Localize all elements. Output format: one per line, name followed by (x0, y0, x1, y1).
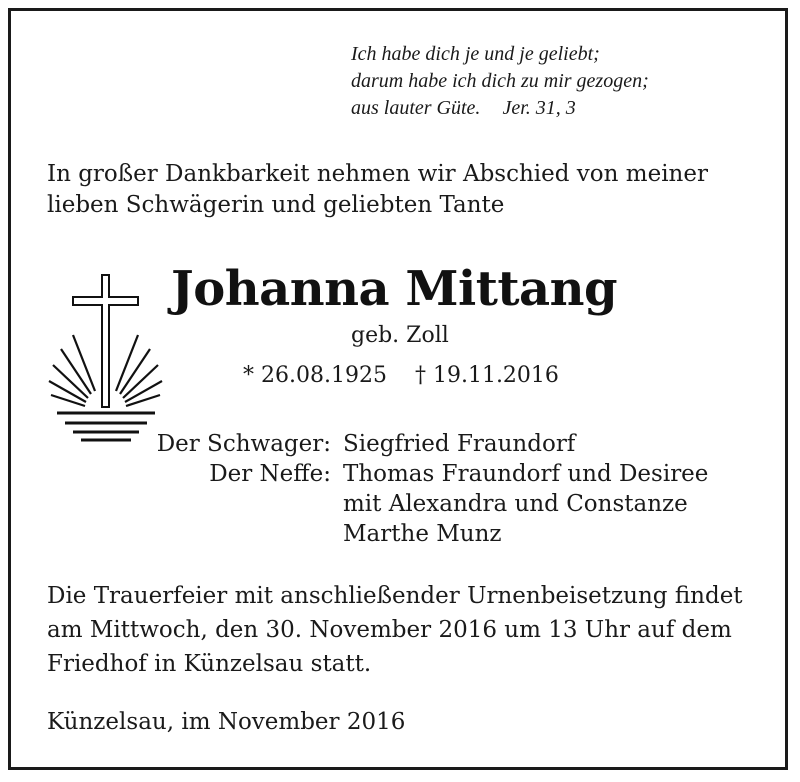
mourner-name: Siegfried Fraundorf (343, 431, 576, 457)
mourner-role: Der Schwager: (156, 431, 331, 457)
obituary-frame (8, 8, 788, 770)
mourners-list (47, 429, 767, 549)
mourner-name: mit Alexandra und Constanze (343, 491, 688, 517)
notice-line: am Mittwoch, den 30. November 2016 um 13 Uhr auf dem (47, 617, 732, 643)
death-date: † 19.11.2016 (414, 363, 559, 388)
funeral-notice (47, 579, 777, 681)
mourner-names (343, 429, 767, 459)
bible-verse (351, 41, 771, 122)
intro-line: lieben Schwägerin und geliebten Tante (47, 192, 505, 218)
mourner-row (47, 429, 767, 459)
intro-text (47, 159, 767, 221)
mourner-names (343, 459, 767, 549)
birth-name: geb. Zoll (351, 323, 449, 348)
mourner-row (47, 459, 767, 549)
life-dates (243, 361, 559, 391)
signoff: Künzelsau, im November 2016 (47, 709, 406, 735)
verse-line-last (351, 95, 771, 122)
notice-line: Friedhof in Künzelsau statt. (47, 651, 372, 677)
verse-line-text: aus lauter Güte. (351, 97, 481, 119)
cross-sunrise-icon (41, 273, 171, 443)
deceased-name: Johanna Mittang (171, 261, 618, 317)
verse-reference: Jer. 31, 3 (502, 97, 576, 119)
birth-date: * 26.08.1925 (243, 363, 387, 388)
mourner-name: Thomas Fraundorf und Desiree (343, 461, 709, 487)
notice-line: Die Trauerfeier mit anschließender Urnenbeisetzung findet (47, 583, 743, 609)
mourner-name: Marthe Munz (343, 521, 502, 547)
verse-line: darum habe ich dich zu mir gezogen; (351, 70, 649, 92)
mourner-role: Der Neffe: (209, 461, 331, 487)
intro-line: In großer Dankbarkeit nehmen wir Abschied von meiner (47, 161, 708, 187)
verse-line: Ich habe dich je und je geliebt; (351, 43, 600, 65)
